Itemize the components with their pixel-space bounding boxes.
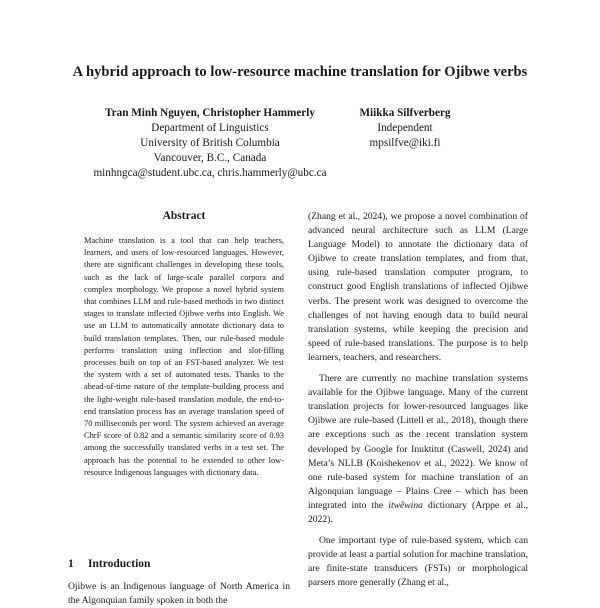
author-emails: minhngca@student.ubc.ca, chris.hammerly@ubc.ca (93, 167, 327, 179)
body-paragraph: One important type of rule-based system, which can provide at least a partial solution for machine translation, are finite-state transducers (FSTs) or morphological parsers more generally (Zhang et al., (308, 535, 528, 589)
author-university: University of British Columbia (140, 137, 280, 149)
paragraph-text: dictionary (Arppe et al., 2022). (308, 499, 528, 525)
paragraph-text: There are currently no machine translation systems available for the Ojibwe language. Many of the current translation projects for lower-resourced languages like Ojibwe are rule-based (Littell et al., 2018), though there are exceptions such as the recent translation system developed by Google for Inuktitut (Caswell, 2024) and Meta’s NLLB (Koishekenov et al., 2022). We know of one rule-based system for machine translation of an Algonquian language – Plains Cree – which has been integrated into the (308, 373, 528, 511)
author-names: Tran Minh Nguyen, Christopher Hammerly (105, 107, 315, 119)
intro-paragraph: Ojibwe is an Indigenous language of North America in the Algonquian family spoken in both the (68, 581, 290, 606)
author-department: Department of Linguistics (151, 122, 269, 134)
body-paragraph: (Zhang et al., 2024), we propose a novel combination of advanced neural architecture such as LLM (Large Language Model) to annotate the dictionary data of Ojibwe to create translation templates, and from that, using rule-based translation computer program, to construct good English translations of inflected Ojibwe verbs. The present work was designed to overcome the challenges of not having enough data to build neural translation systems, while keeping the precision and speed of rule-based translations. The purpose is to help learners, teachers, and researchers. (308, 211, 528, 363)
section-heading (68, 558, 150, 570)
section-number: 1 (68, 558, 74, 570)
abstract-section (84, 210, 284, 479)
body-paragraph (308, 372, 528, 527)
author-block-right (330, 106, 480, 151)
section-title: Introduction (88, 558, 151, 570)
author-names: Miikka Silfverberg (359, 107, 451, 119)
dictionary-name: itwêwina (388, 499, 423, 511)
author-location: Vancouver, B.C., Canada (153, 152, 267, 164)
author-affiliation: Independent (377, 122, 433, 134)
abstract-text: Machine translation is a tool that can help teachers, learners, and users of low-resourced languages. However, there are significant challenges in developing these tools, such as the lack of large-scale parallel corpora and complex morphology. We propose a novel hybrid system that combines LLM and rule-based methods in two distinct stages to translate inflected Ojibwe verbs into English. We use an LLM to automatically annotate dictionary data to build translation templates. Then, our rule-based module performs translation using inflection and slot-filling processes built on top of an FST-based analyzer. We test the system with a set of automated tests. Thanks to the ahead-of-time nature of the template-building process and the light-weight rule-based translation module, the end-to-end translation process has an average translation speed of 70 milliseconds per word. The system achieved an average ChrF score of 0.82 and a semantic similarity score of 0.93 among the successfully translated verbs in a test set. The approach has the potential to be extended to other low-resource Indigenous languages with dictionary data. (84, 236, 284, 477)
author-block-left (70, 106, 350, 181)
abstract-heading: Abstract (162, 210, 206, 222)
right-column (308, 210, 528, 590)
paper-title: A hybrid approach to low-resource machine translation for Ojibwe verbs (72, 64, 528, 80)
author-email: mpsilfve@iki.fi (369, 137, 441, 149)
